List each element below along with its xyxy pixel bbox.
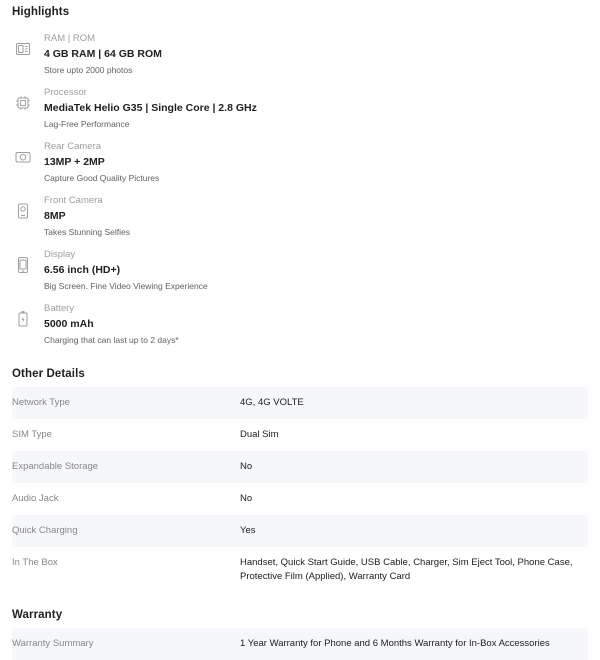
highlight-label: Processor bbox=[44, 87, 87, 98]
table-row bbox=[12, 419, 588, 451]
highlight-value: 6.56 inch (HD+) bbox=[44, 264, 121, 276]
table-row bbox=[12, 628, 588, 660]
highlight-label: Display bbox=[44, 249, 76, 260]
rear-camera-icon bbox=[12, 146, 34, 168]
other-details-section-title: Other Details bbox=[12, 368, 85, 380]
highlight-value: 13MP + 2MP bbox=[44, 156, 105, 168]
highlight-value: 8MP bbox=[44, 210, 66, 222]
spec-value: 4G, 4G VOLTE bbox=[240, 397, 304, 408]
highlight-label: RAM | ROM bbox=[44, 33, 96, 44]
highlight-subtext: Lag-Free Performance bbox=[44, 119, 130, 129]
spec-key: SIM Type bbox=[12, 429, 52, 440]
spec-key: Expandable Storage bbox=[12, 461, 99, 472]
warranty-section-title: Warranty bbox=[12, 609, 63, 621]
spec-key: Network Type bbox=[12, 397, 70, 408]
table-row bbox=[12, 387, 588, 419]
highlight-item-processor bbox=[12, 82, 588, 136]
spec-value: No bbox=[240, 493, 253, 504]
highlight-subtext: Big Screen. Fine Video Viewing Experience bbox=[44, 281, 208, 291]
table-row bbox=[12, 547, 588, 593]
table-row bbox=[12, 451, 588, 483]
highlight-item-battery bbox=[12, 298, 588, 352]
highlight-subtext: Store upto 2000 photos bbox=[44, 65, 133, 75]
spec-key: Audio Jack bbox=[12, 493, 59, 504]
battery-icon bbox=[12, 308, 34, 330]
highlight-label: Rear Camera bbox=[44, 141, 102, 152]
other-details-table bbox=[0, 387, 600, 593]
highlight-value: 5000 mAh bbox=[44, 318, 94, 330]
highlights-section-title: Highlights bbox=[12, 6, 70, 18]
spec-value: Yes bbox=[240, 525, 256, 536]
spec-key: Quick Charging bbox=[12, 525, 78, 536]
spec-key: In The Box bbox=[12, 557, 58, 568]
spec-value: No bbox=[240, 461, 253, 472]
display-icon bbox=[12, 254, 34, 276]
spec-key: Warranty Summary bbox=[12, 638, 94, 649]
highlight-item-front-camera bbox=[12, 190, 588, 244]
spec-value: Handset, Quick Start Guide, USB Cable, Charger, Sim Eject Tool, Phone Case, Protective Film (Applied), Warranty Card bbox=[240, 557, 573, 582]
highlight-value: 4 GB RAM | 64 GB ROM bbox=[44, 48, 162, 60]
highlight-item-ram-rom bbox=[12, 28, 588, 82]
highlight-item-rear-camera bbox=[12, 136, 588, 190]
table-row bbox=[12, 515, 588, 547]
spec-value: 1 Year Warranty for Phone and 6 Months Warranty for In-Box Accessories bbox=[240, 638, 550, 649]
highlights-list bbox=[12, 28, 588, 352]
highlight-value: MediaTek Helio G35 | Single Core | 2.8 GHz bbox=[44, 102, 257, 114]
highlight-subtext: Charging that can last up to 2 days* bbox=[44, 335, 179, 345]
highlight-item-display bbox=[12, 244, 588, 298]
table-row bbox=[12, 483, 588, 515]
highlight-subtext: Capture Good Quality Pictures bbox=[44, 173, 160, 183]
front-camera-icon bbox=[12, 200, 34, 222]
highlight-label: Front Camera bbox=[44, 195, 103, 206]
warranty-table bbox=[0, 628, 600, 660]
ram-chip-icon bbox=[12, 38, 34, 60]
spec-value: Dual Sim bbox=[240, 429, 279, 440]
highlight-subtext: Takes Stunning Selfies bbox=[44, 227, 130, 237]
highlight-label: Battery bbox=[44, 303, 75, 314]
processor-chip-icon bbox=[12, 92, 34, 114]
